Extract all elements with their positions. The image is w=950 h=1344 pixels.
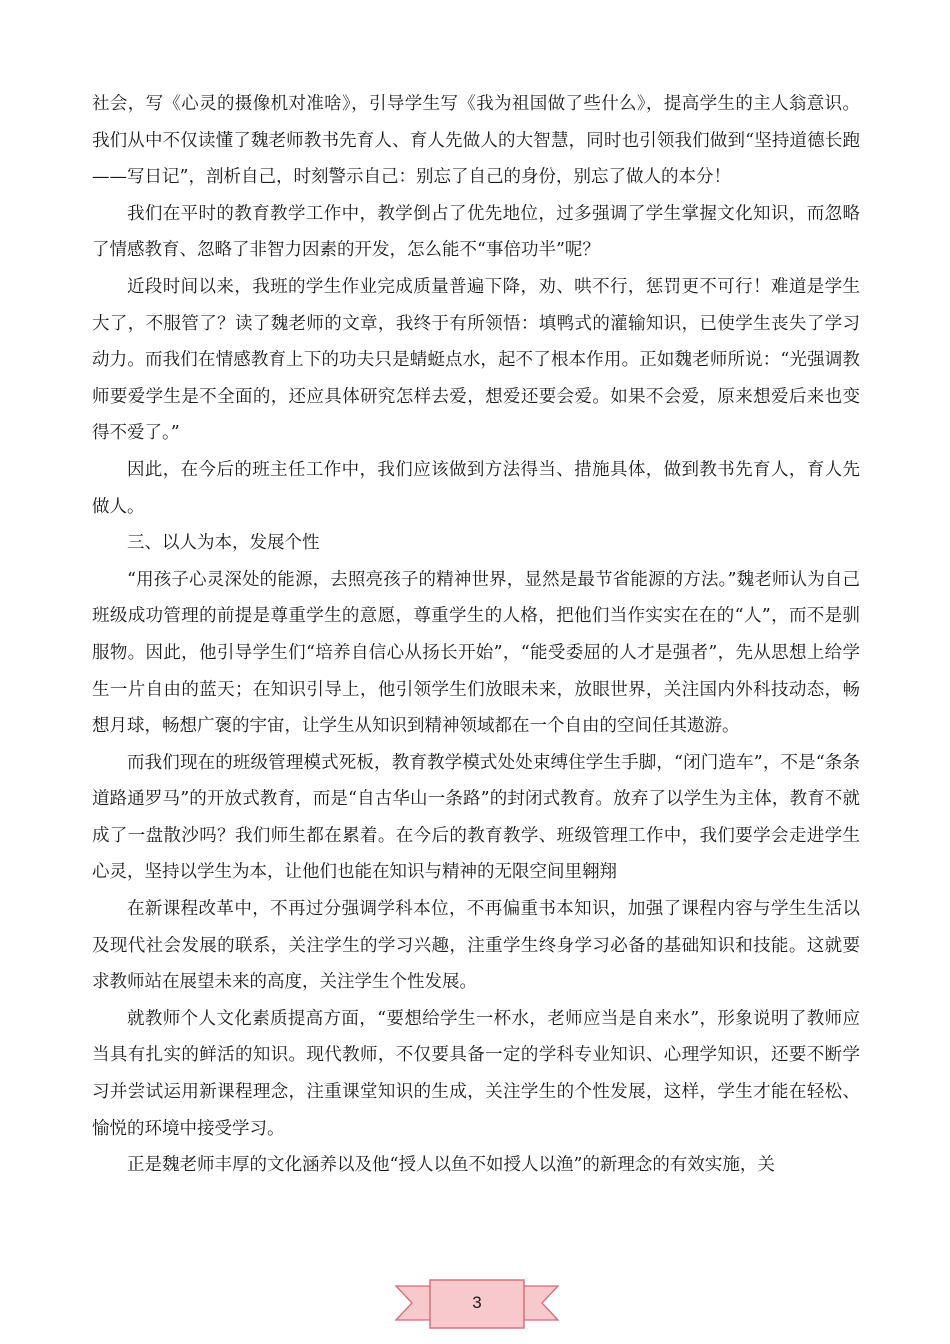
paragraph-6: 而我们现在的班级管理模式死板，教育教学模式处处束缚住学生手脚，“闭门造车”，不是“条条道路通罗马”的开放式教育，而是“自古华山一条路”的封闭式教育。放弃了以学生为主体，教育不就成了一盘散沙吗？我们师生都在累着。在今后的教育教学、班级管理工作中，我们要学会走进学生心灵，坚持以学生为本，让他们也能在知识与精神的无限空间里翱翔 (92, 752, 860, 883)
paragraph-9: 正是魏老师丰厚的文化涵养以及他“授人以鱼不如授人以渔”的新理念的有效实施，关 (127, 1155, 775, 1176)
paragraph-2: 我们在平时的教育教学工作中，教学倒占了优先地位，过多强调了学生掌握文化知识，而忽略了情感教育、忽略了非智力因素的开发，怎么能不“事倍功半”呢？ (92, 203, 860, 261)
paragraph-3: 近段时间以来，我班的学生作业完成质量普遍下降，劝、哄不行，惩罚更不可行！难道是学生大了，不服管了？读了魏老师的文章，我终于有所领悟：填鸭式的灌输知识，已使学生丧失了学习动力。而我们在情感教育上下的功夫只是蜻蜓点水，起不了根本作用。正如魏老师所说：“光强调教师要爱学生是不全面的，还应具体研究怎样去爱，想爱还要会爱。如果不会爱，原来想爱后来也变得不爱了。” (92, 276, 860, 444)
paragraph-5: “用孩子心灵深处的能源，去照亮孩子的精神世界，显然是最节省能源的方法。”魏老师认为自己班级成功管理的前提是尊重学生的意愿，尊重学生的人格，把他们当作实实在在的“人”，而不是驯服物。因此，他引导学生们“培养自信心从扬长开始”，“能受委屈的人才是强者”，先从思想上给学生一片自由的蓝天；在知识引导上，他引领学生们放眼未来，放眼世界，关注国内外科技动态，畅想月球，畅想广褒的宇宙，让学生从知识到精神领域都在一个自由的空间任其遨游。 (92, 569, 860, 737)
section-heading: 三、以人为本，发展个性 (127, 533, 320, 554)
page-number-badge (392, 1276, 562, 1336)
document-body (92, 86, 860, 1184)
paragraph-8: 就教师个人文化素质提高方面，“要想给学生一杯水，老师应当是自来水”，形象说明了教师应当具有扎实的鲜活的知识。现代教师，不仅要具备一定的学科专业知识、心理学知识，还要不断学习并尝试运用新课程理念，注重课堂知识的生成，关注学生的个性发展，这样，学生才能在轻松、愉悦的环境中接受学习。 (92, 1008, 860, 1139)
paragraph-1: 社会，写《心灵的摄像机对准啥》，引导学生写《我为祖国做了些什么》，提高学生的主人翁意识。我们从中不仅读懂了魏老师教书先育人、育人先做人的大智慧，同时也引领我们做到“坚持道德长跑——写日记”，剖析自己，时刻警示自己：别忘了自己的身份，别忘了做人的本分！ (92, 94, 860, 188)
page-number: 3 (472, 1293, 482, 1312)
paragraph-4: 因此，在今后的班主任工作中，我们应该做到方法得当、措施具体，做到教书先育人，育人先做人。 (92, 459, 860, 517)
paragraph-7: 在新课程改革中，不再过分强调学科本位，不再偏重书本知识，加强了课程内容与学生生活以及现代社会发展的联系，关注学生的学习兴趣，注重学生终身学习必备的基础知识和技能。这就要求教师站在展望未来的高度，关注学生个性发展。 (92, 899, 860, 993)
